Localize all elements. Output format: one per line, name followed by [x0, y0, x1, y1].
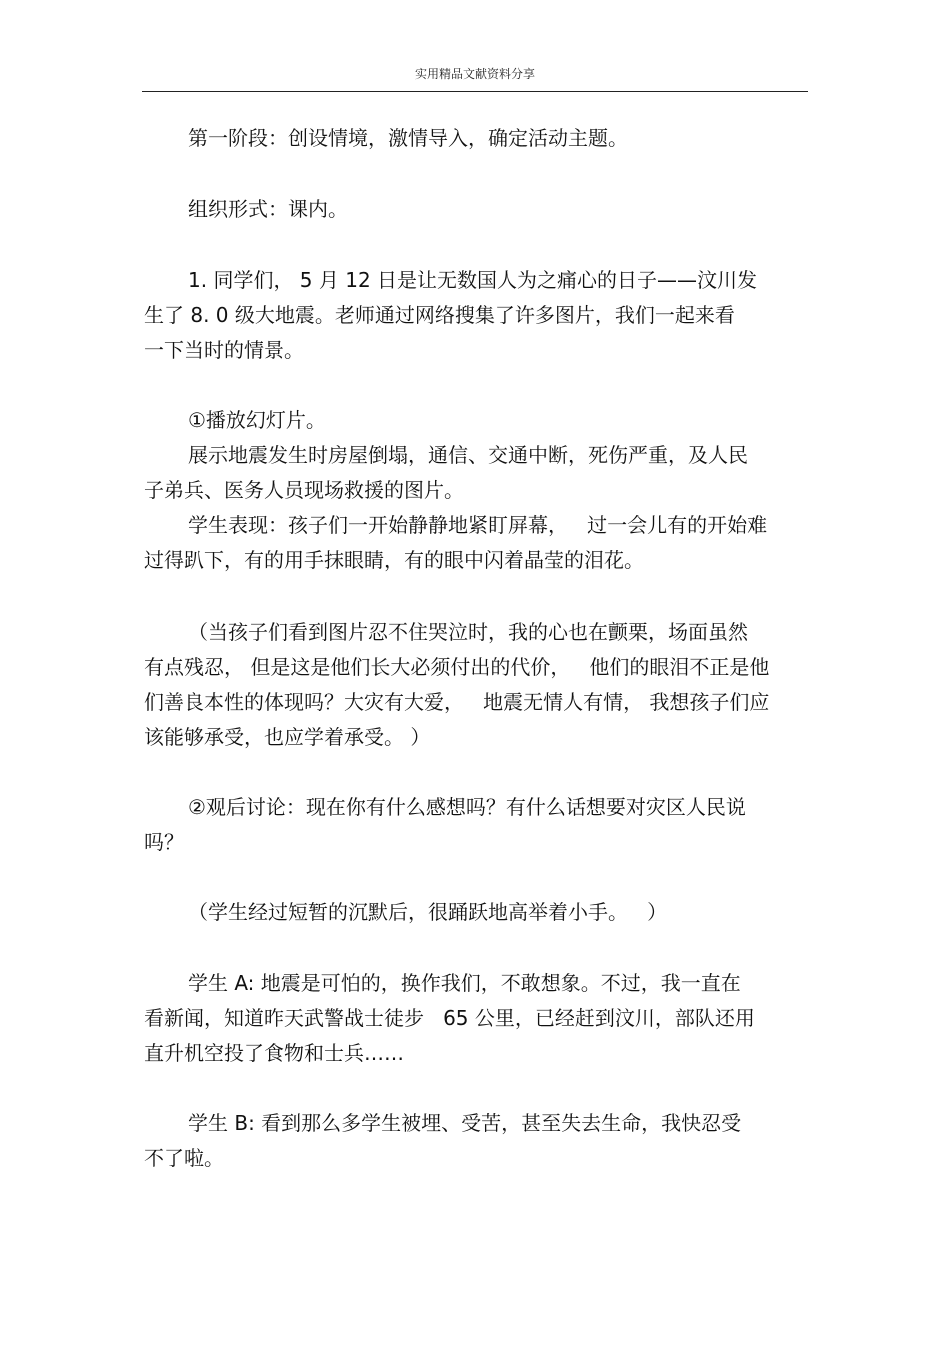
- teacher-note-line-4: 该能够承受，也应学着承受。 ）: [144, 725, 431, 749]
- teacher-note-line-1: （当孩子们看到图片忍不住哭泣时，我的心也在颤栗，场面虽然: [188, 620, 748, 644]
- slides-description-2: 子弟兵、医务人员现场救援的图片。: [144, 478, 464, 502]
- student-b-line-2: 不了啦。: [144, 1146, 224, 1170]
- header-divider: [142, 91, 808, 92]
- student-a-line-3: 直升机空投了食物和士兵……: [144, 1041, 404, 1065]
- student-a-line-2: 看新闻，知道昨天武警战士徒步 65 公里，已经赶到汶川，部队还用: [144, 1006, 755, 1030]
- silence-note: （学生经过短暂的沉默后，很踊跃地高举着小手。 ）: [188, 900, 668, 924]
- slides-description-1: 展示地震发生时房屋倒塌，通信、交通中断，死伤严重，及人民: [188, 443, 748, 467]
- paragraph-1-line-1: 1. 同学们， 5 月 12 日是让无数国人为之痛心的日子——汶川发: [188, 268, 758, 292]
- paragraph-1-line-2: 生了 8. 0 级大地震。老师通过网络搜集了许多图片，我们一起来看: [144, 303, 735, 327]
- teacher-note-line-2: 有点残忍， 但是这是他们长大必须付出的代价， 他们的眼泪不正是他: [144, 655, 770, 679]
- student-reaction-2: 过得趴下，有的用手抹眼睛，有的眼中闪着晶莹的泪花。: [144, 548, 644, 572]
- page-header: 实用精品文献资料分享: [414, 67, 535, 81]
- student-b-line-1: 学生 B: 看到那么多学生被埋、受苦，甚至失去生命，我快忍受: [188, 1111, 742, 1135]
- teacher-note-line-3: 们善良本性的体现吗？大灾有大爱， 地震无情人有情， 我想孩子们应: [144, 690, 770, 714]
- play-slides-heading: ①播放幻灯片。: [188, 408, 326, 432]
- student-reaction-1: 学生表现：孩子们一开始静静地紧盯屏幕， 过一会儿有的开始难: [188, 513, 768, 537]
- discussion-line-1: ②观后讨论：现在你有什么感想吗？有什么话想要对灾区人民说: [188, 795, 746, 819]
- discussion-line-2: 吗？: [144, 830, 184, 854]
- paragraph-1-line-3: 一下当时的情景。: [144, 338, 304, 362]
- student-a-line-1: 学生 A: 地震是可怕的，换作我们，不敢想象。不过，我一直在: [188, 971, 741, 995]
- organization-form: 组织形式：课内。: [188, 197, 348, 221]
- stage-heading: 第一阶段：创设情境，激情导入，确定活动主题。: [188, 126, 628, 150]
